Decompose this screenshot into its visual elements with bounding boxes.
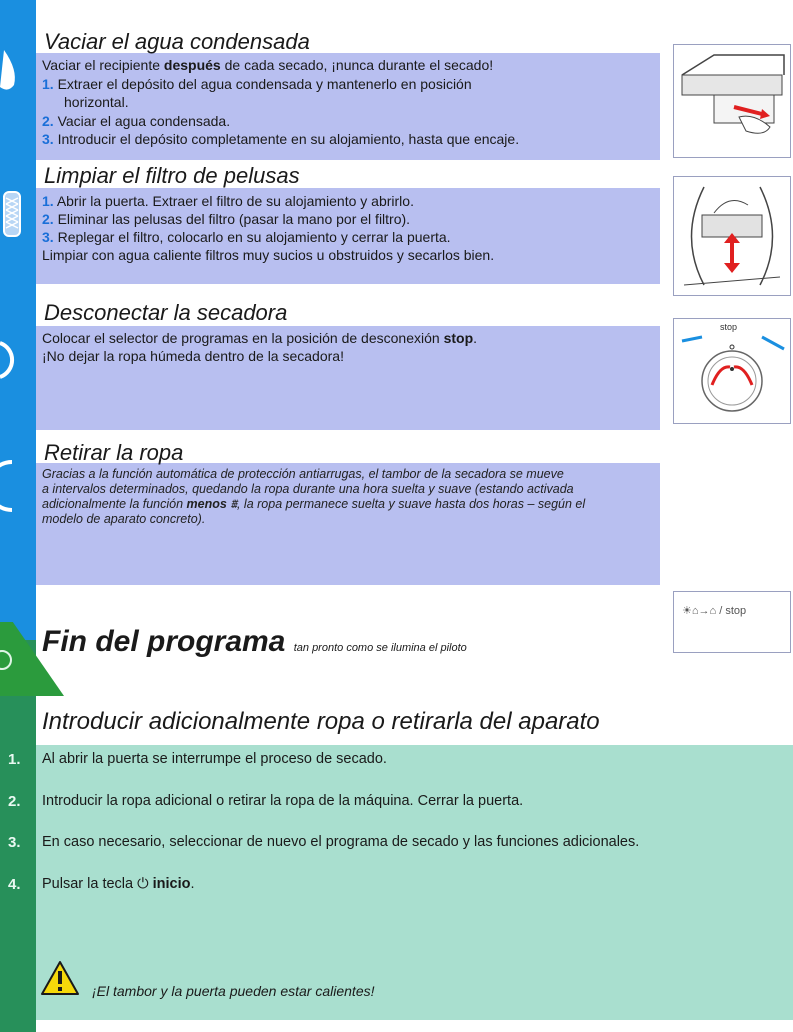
section2-step-num: 3. — [42, 229, 54, 245]
section2-step — [42, 193, 414, 210]
section1-step-text: Vaciar el agua condensada. — [57, 113, 231, 129]
filter-icon — [0, 190, 30, 240]
section1-intro-post: de cada secado, ¡nunca durante el secado! — [220, 57, 494, 73]
section2-step-text: Eliminar las pelusas del filtro (pasar la mano por el filtro). — [57, 211, 411, 227]
section1-step-num: 1. — [42, 76, 54, 92]
green-item-num: 2. — [8, 793, 21, 810]
fin-subtitle: tan pronto como se ilumina el piloto — [293, 642, 467, 654]
section3-line1-pre: Colocar el selector de programas en la posición de desconexión — [42, 330, 444, 346]
power-icon — [0, 335, 30, 385]
section3-line2: ¡No dejar la ropa húmeda dentro de la secadora! — [42, 348, 344, 364]
section4-title: Retirar la ropa — [44, 440, 184, 465]
stop-dial-label: stop — [720, 322, 738, 332]
section2-step-text: Abrir la puerta. Extraer el filtro de su alojamiento y abrirlo. — [56, 193, 414, 209]
green-item-text: En caso necesario, seleccionar de nuevo el programa de secado y las funciones adicionales. — [42, 834, 640, 850]
section4-line-bold: menos — [186, 497, 227, 511]
section1-step-text: Extraer el depósito del agua condensada y mantenerlo en posición — [57, 76, 472, 92]
section1-step — [42, 113, 230, 130]
section2-step — [42, 229, 451, 246]
section2-step-text: Replegar el filtro, colocarlo en su alojamiento y cerrar la puerta. — [57, 229, 451, 245]
program-selector-illustration — [673, 318, 791, 424]
section2-step — [42, 211, 410, 228]
green-item-bold: inicio — [152, 876, 191, 892]
section1-intro-pre: Vaciar el recipiente — [42, 57, 164, 73]
section3-line1 — [42, 330, 477, 347]
section1-step-num: 3. — [42, 131, 54, 147]
green-item-pre: Pulsar la tecla ⏻ — [42, 876, 153, 892]
section1-intro — [42, 57, 493, 74]
section1-intro-bold: después — [163, 57, 221, 73]
green-item-text: Al abrir la puerta se interrumpe el proceso de secado. — [42, 751, 387, 767]
section1-step — [42, 131, 519, 148]
warning-text: ¡El tambor y la puerta pueden estar calientes! — [92, 983, 375, 999]
section1-step-num: 2. — [42, 113, 54, 129]
section1-step — [42, 76, 472, 93]
section4-line: Gracias a la función automática de protección antiarrugas, el tambor de la secadora se mueve — [42, 467, 564, 481]
section3-line1-bold: stop — [443, 330, 474, 346]
section2-title: Limpiar el filtro de pelusas — [44, 163, 300, 188]
warning-icon — [40, 960, 80, 996]
green-item-post: . — [190, 876, 195, 892]
green-section-title: Introducir adicionalmente ropa o retirarla del aparato — [42, 708, 600, 735]
green-item-num: 1. — [8, 751, 21, 768]
fin-title-text: Fin del programa — [42, 625, 286, 658]
lint-filter-illustration — [673, 176, 791, 296]
section4-line-pre: adicionalmente la función — [42, 497, 187, 511]
refresh-icon — [0, 460, 30, 520]
green-item-text: Introducir la ropa adicional o retirar la ropa de la máquina. Cerrar la puerta. — [42, 793, 524, 809]
green-item-text — [42, 876, 195, 892]
section3-title: Desconectar la secadora — [44, 300, 288, 325]
fin-title — [42, 625, 467, 659]
condensed-water-tank-illustration — [673, 44, 791, 158]
green-item-num: 4. — [8, 876, 21, 893]
section2-step-num: 2. — [42, 211, 54, 227]
section2-note: Limpiar con agua caliente filtros muy sucios u obstruidos y secarlos bien. — [42, 247, 495, 263]
section1-step-text: horizontal. — [64, 94, 129, 110]
section1-step — [64, 94, 129, 111]
section4-line-post: ⩩, la ropa permanece suelta y suave hasta dos horas – según el — [226, 497, 586, 511]
program-end-indicator-box — [673, 591, 791, 653]
section1-step-text: Introducir el depósito completamente en su alojamiento, hasta que encaje. — [57, 131, 520, 147]
section4-line: modelo de aparato concreto). — [42, 512, 206, 526]
drop-icon — [0, 45, 30, 95]
section1-title: Vaciar el agua condensada — [44, 29, 310, 54]
section3-line1-post: . — [473, 330, 478, 346]
section2-step-num: 1. — [42, 193, 54, 209]
green-item-num: 3. — [8, 834, 21, 851]
program-end-indicator: ☀⌂→⌂ / stop — [682, 605, 747, 617]
left-blue-bar — [0, 0, 36, 640]
section4-line: a intervalos determinados, quedando la ropa durante una hora suelta y suave (estando activada — [42, 482, 574, 496]
section4-line — [42, 497, 585, 513]
clock-icon — [0, 650, 30, 680]
